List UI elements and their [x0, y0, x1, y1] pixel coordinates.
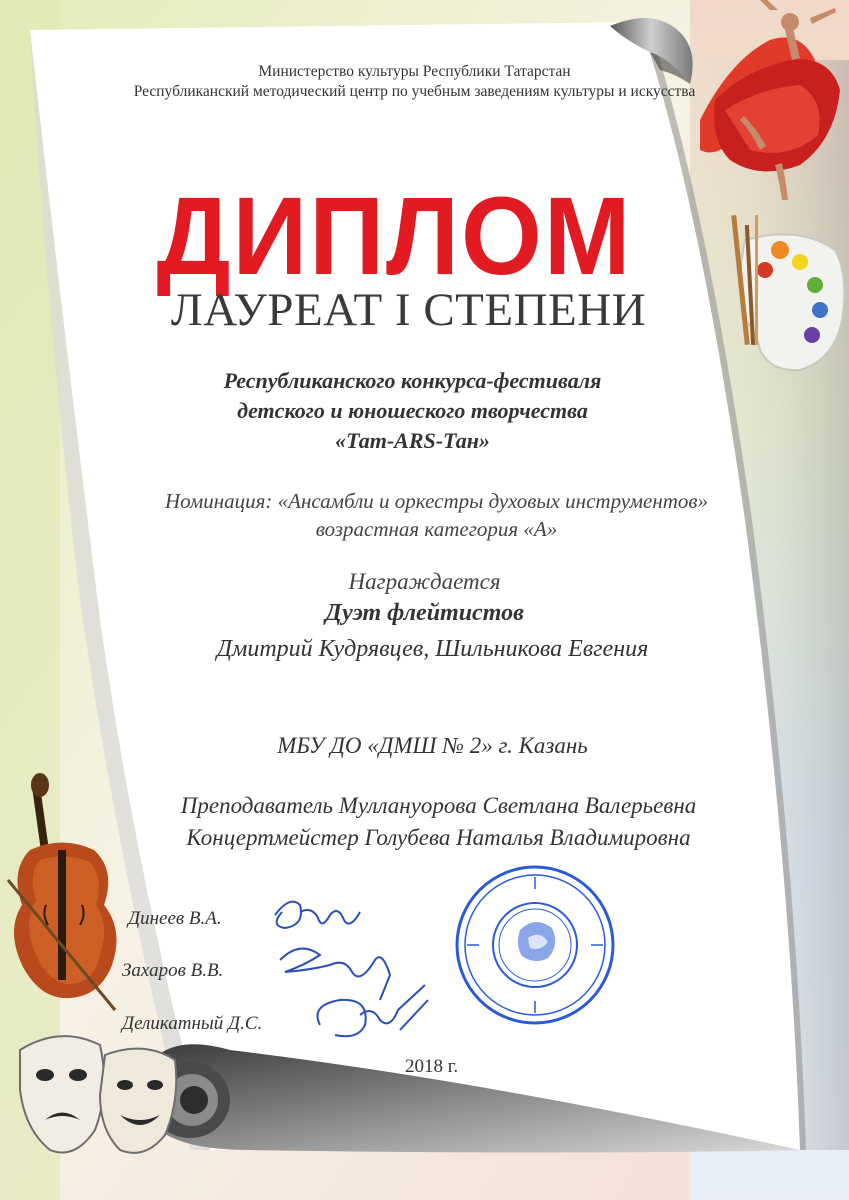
issuer-header: [0, 62, 839, 102]
teacher: Преподаватель Муллануорова Светлана Валерьевна: [180, 793, 697, 818]
contest-line-2: детского и юношеского творчества: [237, 398, 588, 423]
laureate-degree: ЛАУРЕАТ I СТЕПЕНИ: [170, 284, 647, 336]
issue-year: 2018 г.: [405, 1056, 459, 1077]
staff: [14, 790, 849, 854]
contest-name: [0, 366, 837, 456]
nomination: [12, 487, 849, 543]
award-members: Дмитрий Кудрявцев, Шильникова Евгения: [216, 636, 649, 662]
ministry-name: Министерство культуры Республики Татарстан: [258, 63, 571, 80]
signatory-zakharov: Захаров В.В.: [122, 960, 224, 981]
award-group: Дуэт флейтистов: [325, 600, 524, 626]
awarded-label: Награждается: [348, 569, 501, 594]
signatory-dineev: Динеев В.А.: [128, 908, 222, 929]
nomination-line-1: Номинация: «Ансамбли и оркестры духовых инструментов»: [164, 489, 709, 513]
age-category: возрастная категория «А»: [315, 517, 558, 541]
contest-line-1: Республиканского конкурса-фестиваля: [223, 368, 602, 393]
signatory-delikatny: Деликатный Д.С.: [122, 1013, 263, 1034]
diploma-title: ДИПЛОМ: [156, 175, 633, 299]
school-name: МБУ ДО «ДМШ № 2» г. Казань: [277, 733, 588, 758]
contest-line-3: «Тат-ARS-Тан»: [335, 428, 490, 453]
accompanist: Концертмейстер Голубева Наталья Владимировна: [186, 825, 691, 850]
center-name: Республиканский методический центр по учебным заведениям культуры и искусства: [133, 83, 696, 100]
